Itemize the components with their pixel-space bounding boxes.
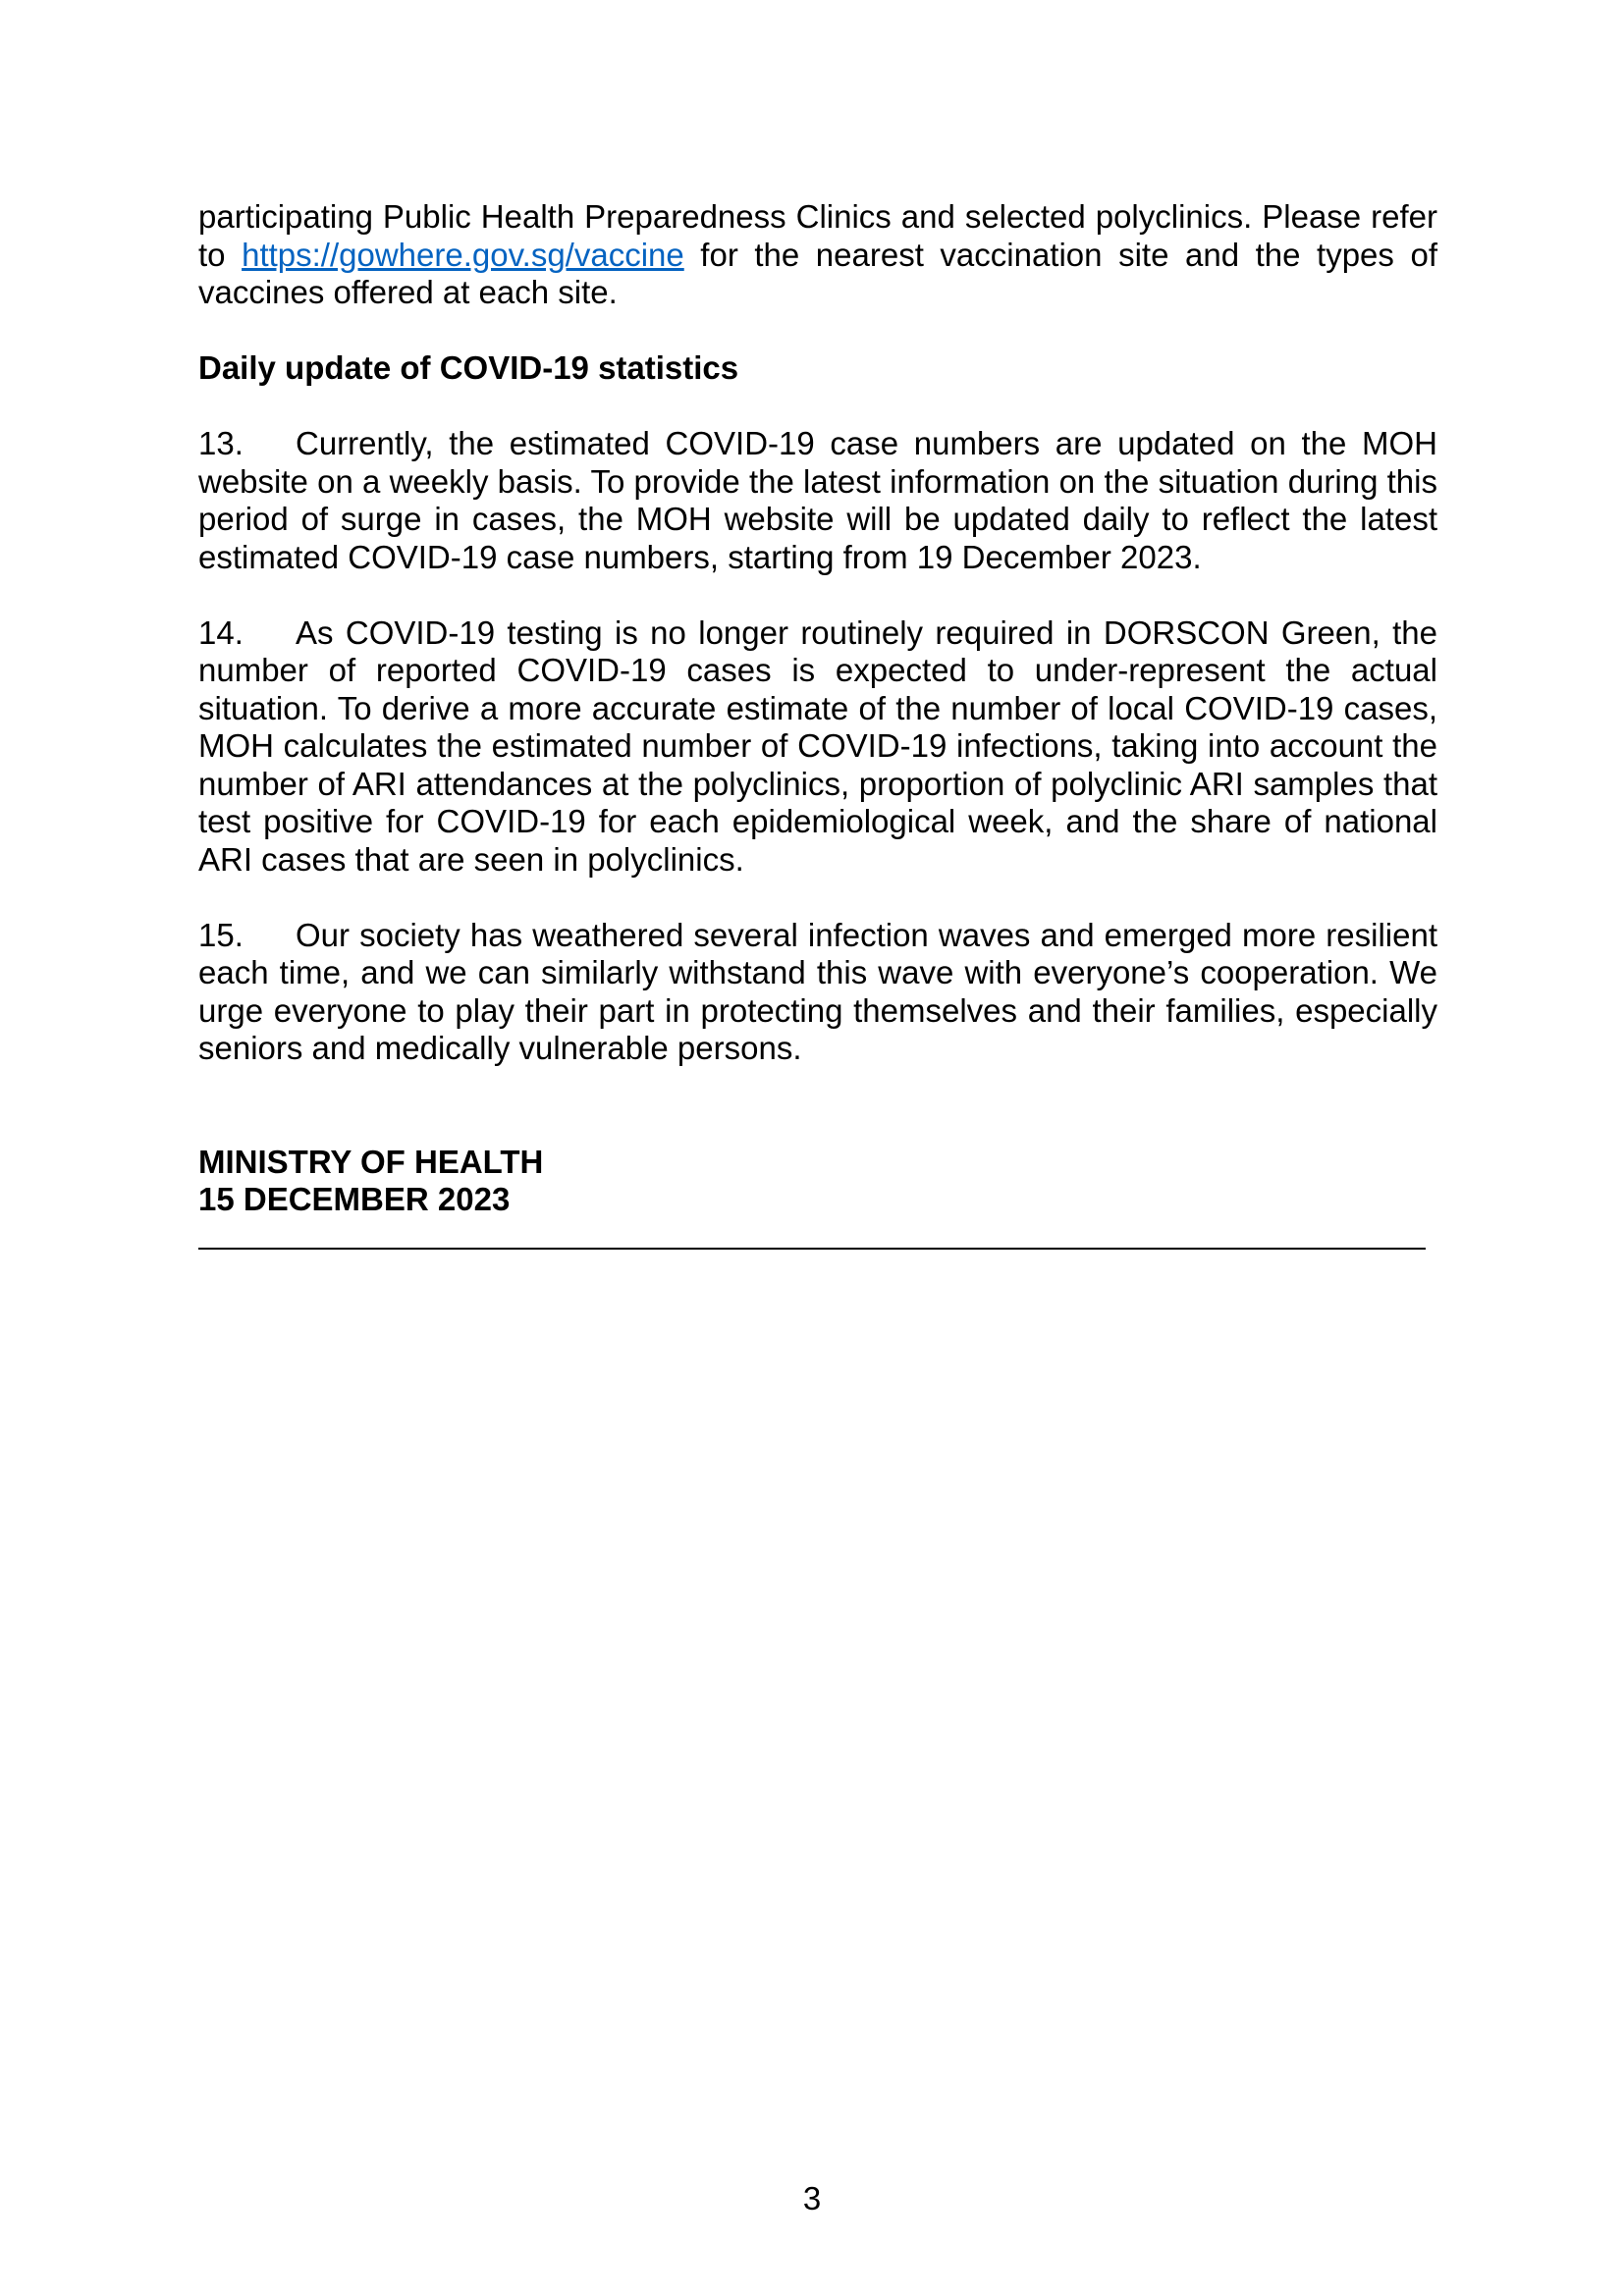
paragraph-number: 15.: [198, 916, 244, 953]
spacer: [198, 1105, 1437, 1144]
intro-text-end: for the nearest vaccination site and the types of vaccines offered at each site.: [198, 236, 1437, 310]
paragraph-text: As COVID-19 testing is no longer routinely required in DORSCON Green, the number of reported COVID-19 cases is expected to under-represent the actual situation. To derive a more accurate estimate of the number of local COVID-19 cases, MOH calculates the estimated number of COVID-19 infections, taking into account the number of ARI attendances at the polyclinics, proportion of polyclinic ARI samples that test positive for COVID-19 for each epidemiological week, and the share of national ARI cases that are seen in polyclinics.: [198, 614, 1437, 878]
spacer: [198, 576, 1437, 614]
spacer: [198, 312, 1437, 350]
paragraph-15: [198, 917, 1437, 1068]
paragraph-number: 14.: [198, 614, 244, 651]
spacer: [198, 1068, 1437, 1106]
paragraph-number: 13.: [198, 425, 244, 461]
signature-organisation: MINISTRY OF HEALTH: [198, 1143, 544, 1180]
paragraph-13: [198, 425, 1437, 576]
end-rule-divider: [198, 1248, 1426, 1250]
spacer: [198, 388, 1437, 426]
section-heading: Daily update of COVID-19 statistics: [198, 349, 739, 386]
page-number: 3: [802, 2180, 822, 2216]
paragraph-text: Our society has weathered several infection waves and emerged more resilient each time, and we can similarly withstand this wave with everyone’s cooperation. We urge everyone to play their part in protecting themselves and their families, especially seniors and medically vulnerable persons.: [198, 916, 1437, 1066]
signature-date: 15 DECEMBER 2023: [198, 1181, 511, 1217]
document-body: [198, 198, 1437, 1219]
vaccine-link[interactable]: https://gowhere.gov.sg/vaccine: [242, 236, 684, 273]
paragraph-14: [198, 614, 1437, 880]
paragraph-text: Currently, the estimated COVID-19 case numbers are updated on the MOH website on a weekly basis. To provide the latest information on the situation during this period of surge in cases, the MOH website will be updated daily to reflect the latest estimated COVID-19 case numbers, starting from 19 December 2023.: [198, 425, 1437, 575]
intro-paragraph: [198, 198, 1437, 312]
intro-text-start: participating Public Health Preparedness Clinics and selected polyclinics. Please refer to: [198, 198, 1437, 273]
spacer: [198, 879, 1437, 917]
